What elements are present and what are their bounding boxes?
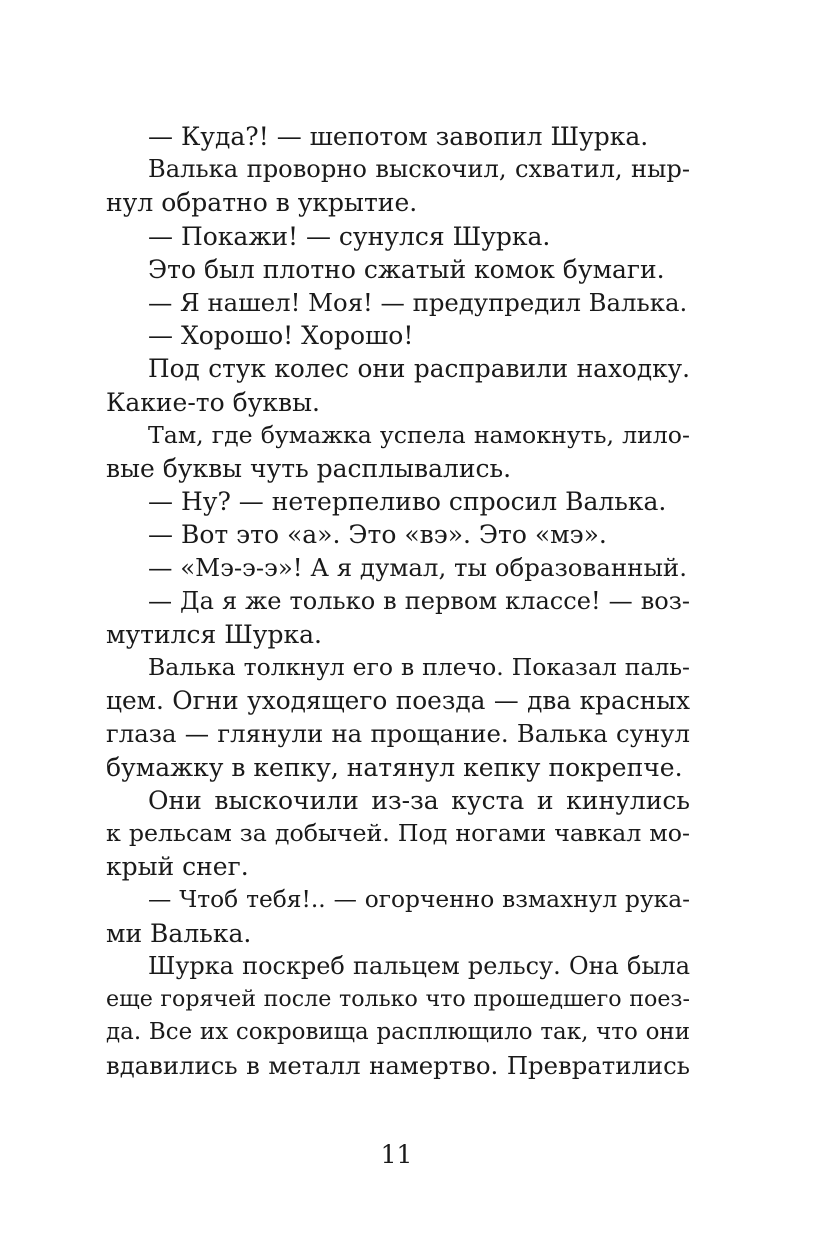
text-line: — Вот это «а». Это «вэ». Это «мэ». [148,520,607,550]
text-line: нул обратно в укрытие. [106,188,418,218]
text-line: — Да я же только в первом классе! — воз- [148,586,690,615]
text-line: крый снег. [106,852,249,882]
text-line: еще горячей после только что прошедшего поез- [106,985,690,1012]
text-line: — Хорошо! Хорошо! [148,321,414,351]
text-line: — Ну? — нетерпеливо спросил Валька. [148,487,667,517]
text-line: — Куда?! — шепотом завопил Шурка. [148,122,649,151]
text-line: мутился Шурка. [106,619,322,649]
text-line: — «Мэ-э-э»! А я думал, ты образованный. [148,553,687,583]
text-line: Какие-то буквы. [106,387,320,417]
text-line: Шурка поскреб пальцем рельсу. Она была [148,951,690,980]
text-line: — Я нашел! Моя! — предупредил Валька. [148,287,688,317]
text-line: к рельсам за добычей. Под ногами чавкал мо- [106,818,690,847]
text-line: цем. Огни уходящего поезда — два красных [106,686,690,716]
text-line: бумажку в кепку, натянул кепку покрепче. [106,752,683,782]
page-number: 11 [380,1140,413,1169]
text-line: Валька проворно выскочил, схватил, ныр- [148,155,690,184]
text-line: — Чтоб тебя!.. — огорченно взмахнул рука- [148,886,690,914]
text-line: Они выскочили из-за куста и кинулись [148,785,690,815]
text-line: Это был плотно сжатый комок бумаги. [148,254,665,284]
text-line: вдавились в металл намертво. Превратились [106,1051,690,1081]
text-line: да. Все их сокровища расплющило так, что они [106,1019,690,1046]
text-line: ми Валька. [106,918,252,948]
text-line: Под стук колес они расправили находку. [148,354,690,384]
text-line: — Покажи! — сунулся Шурка. [148,221,551,251]
text-line: глаза — глянули на прощание. Валька сунул [106,719,690,749]
text-line: Там, где бумажка успела намокнуть, лило- [148,420,690,449]
text-line: Валька толкнул его в плечо. Показал паль- [148,653,690,681]
text-line: вые буквы чуть расплывались. [106,453,512,483]
body-text [106,120,690,1082]
